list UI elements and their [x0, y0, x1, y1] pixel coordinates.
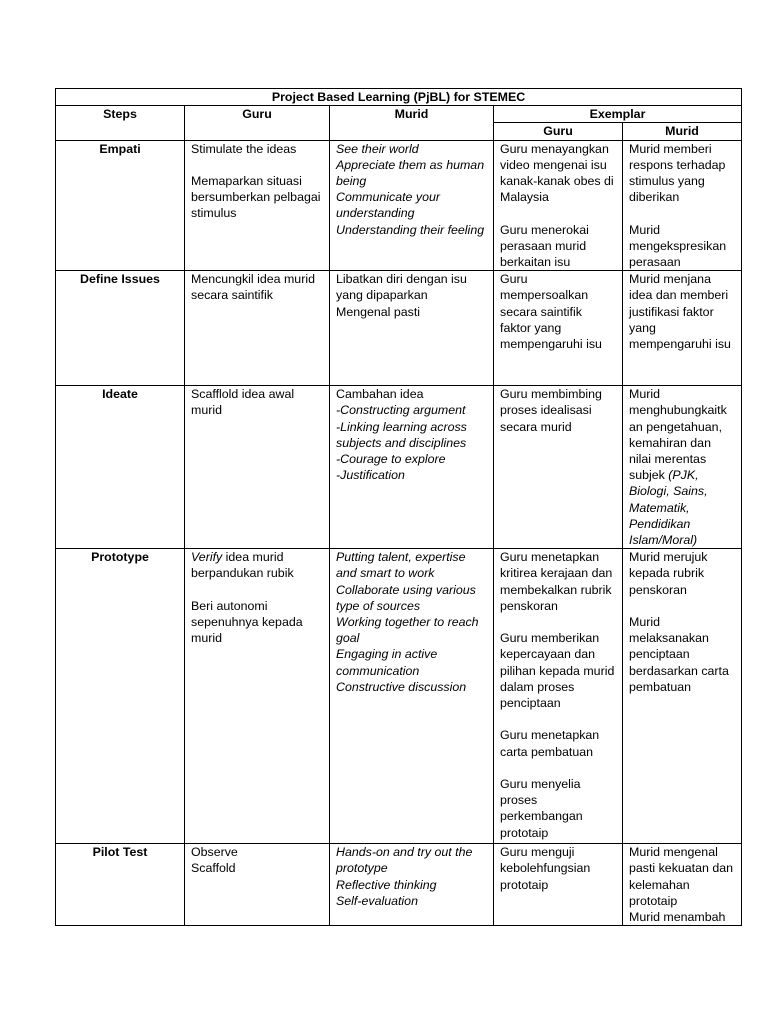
header-murid: Murid [330, 106, 494, 140]
exemplar-murid-line: Murid menjana idea dan memberi justifikasi faktor yang mempengaruhi isu [629, 272, 731, 352]
guru-line: Scafflold idea awal murid [191, 387, 295, 418]
header-guru: Guru [185, 106, 330, 140]
exemplar-guru-cell [494, 271, 623, 386]
header-exemplar: Exemplar [494, 106, 742, 123]
murid-line: Communicate your understanding [336, 190, 440, 221]
murid-line: Mengenal pasti [336, 304, 421, 319]
step-cell: Empati [56, 140, 185, 271]
guru-line: Scaffold [191, 861, 236, 876]
exemplar-murid-text: Murid menghubungkaitk an pengetahuan, kemahiran dan nilai merentas subjek [629, 387, 727, 483]
exemplar-guru-line: Guru menerokai perasaan murid berkaitan isu [500, 222, 589, 270]
murid-line: Putting talent, expertise and smart to work [336, 550, 466, 581]
spacer [500, 614, 616, 630]
murid-line: Self-evaluation [336, 893, 418, 908]
murid-line: See their world [336, 141, 419, 156]
exemplar-murid-line: Murid mengekspresikan perasaan [629, 222, 727, 270]
exemplar-murid-cell [623, 386, 742, 549]
murid-cell [330, 549, 494, 844]
pjbl-table [55, 88, 742, 926]
guru-cell [185, 386, 330, 549]
exemplar-guru-cell [494, 549, 623, 844]
row-pilot-test [56, 844, 742, 926]
guru-line: Stimulate the ideas [191, 141, 297, 156]
exemplar-guru-cell [494, 140, 623, 271]
guru-cell [185, 844, 330, 926]
exemplar-murid-line: Murid menambah [629, 910, 726, 925]
murid-line: Understanding their feeling [336, 222, 485, 237]
row-prototype [56, 549, 742, 844]
exemplar-murid-subjects: (PJK, Biologi, Sains, Matematik, Pendidikan Islam/Moral) [629, 468, 708, 548]
murid-line: -Courage to explore [336, 452, 446, 467]
murid-line: -Linking learning across subjects and disciplines [336, 419, 467, 450]
header-exemplar-guru: Guru [494, 123, 623, 140]
murid-cell [330, 386, 494, 549]
spacer [500, 760, 616, 776]
murid-line: Reflective thinking [336, 877, 437, 892]
exemplar-guru-cell [494, 844, 623, 926]
murid-line: Appreciate them as human being [336, 157, 485, 189]
exemplar-murid-cell [623, 271, 742, 386]
murid-line: Constructive discussion [336, 679, 467, 694]
murid-line: Hands-on and try out the prototype [336, 845, 473, 876]
exemplar-murid-line: Murid memberi respons terhadap stimulus yang diberikan [629, 141, 726, 205]
murid-cell [330, 271, 494, 386]
step-cell: Ideate [56, 386, 185, 549]
exemplar-guru-line: Guru menayangkan video mengenai isu kanak-kanak obes di Malaysia [500, 141, 614, 205]
table-title: Project Based Learning (PjBL) for STEMEC [56, 89, 742, 106]
exemplar-guru-line: Guru memberikan kepercayaan dan pilihan kepada murid dalam proses penciptaan [500, 631, 615, 711]
guru-line: Mencungkil idea murid secara saintifik [191, 272, 315, 303]
guru-verify-rest: idea murid berpandukan rubik [191, 550, 294, 581]
guru-line: Memaparkan situasi bersumberkan pelbagai stimulus [191, 174, 321, 221]
exemplar-guru-line: Guru membimbing proses idealisasi secara murid [500, 387, 602, 434]
exemplar-murid-cell [623, 140, 742, 271]
spacer [629, 205, 735, 221]
murid-line: Working together to reach goal [336, 615, 479, 646]
header-row [56, 106, 742, 123]
murid-cell [330, 844, 494, 926]
step-cell: Prototype [56, 549, 185, 844]
spacer [500, 711, 616, 727]
exemplar-guru-cell [494, 386, 623, 549]
exemplar-guru-line: Guru menyelia proses perkembangan prototaip [500, 777, 583, 840]
header-exemplar-murid: Murid [623, 123, 742, 140]
exemplar-murid-line: Murid mengenal pasti kekuatan dan kelemahan prototaip [629, 845, 734, 908]
guru-line [191, 549, 323, 581]
exemplar-guru-line: Guru menetapkan carta pembatuan [500, 728, 600, 759]
exemplar-murid-cell [623, 844, 742, 926]
spacer [629, 598, 735, 614]
guru-line: Beri autonomi sepenuhnya kepada murid [191, 598, 303, 646]
exemplar-guru-line: Guru menguji kebolehfungsian prototaip [500, 845, 591, 892]
exemplar-murid-cell [623, 549, 742, 844]
murid-cell [330, 140, 494, 271]
spacer [500, 205, 616, 221]
murid-line: -Justification [336, 468, 405, 483]
title-row [56, 89, 742, 106]
exemplar-guru-line: Guru menetapkan kritirea kerajaan dan membekalkan rubrik penskoran [500, 550, 613, 613]
murid-line: Engaging in active communication [336, 647, 438, 678]
murid-line: Cambahan idea [336, 387, 424, 402]
guru-cell [185, 271, 330, 386]
step-cell: Define Issues [56, 271, 185, 386]
murid-line: Collaborate using various type of sources [336, 582, 476, 613]
exemplar-guru-line: Guru mempersoalkan secara saintifik faktor yang mempengaruhi isu [500, 272, 602, 352]
header-steps: Steps [56, 106, 185, 140]
step-cell: Pilot Test [56, 844, 185, 926]
spacer [191, 157, 323, 173]
murid-line: -Constructing argument [336, 403, 466, 418]
exemplar-murid-line: Murid melaksanakan penciptaan berdasarkan carta pembatuan [629, 615, 729, 694]
row-ideate [56, 386, 742, 549]
guru-cell [185, 140, 330, 271]
murid-line: Libatkan diri dengan isu yang dipaparkan [336, 272, 467, 303]
row-empati [56, 140, 742, 271]
row-define-issues [56, 271, 742, 386]
guru-cell [185, 549, 330, 844]
spacer [191, 582, 323, 598]
guru-verify: Verify [191, 550, 223, 565]
guru-line: Observe [191, 845, 238, 860]
exemplar-murid-line: Murid merujuk kepada rubrik penskoran [629, 550, 708, 597]
